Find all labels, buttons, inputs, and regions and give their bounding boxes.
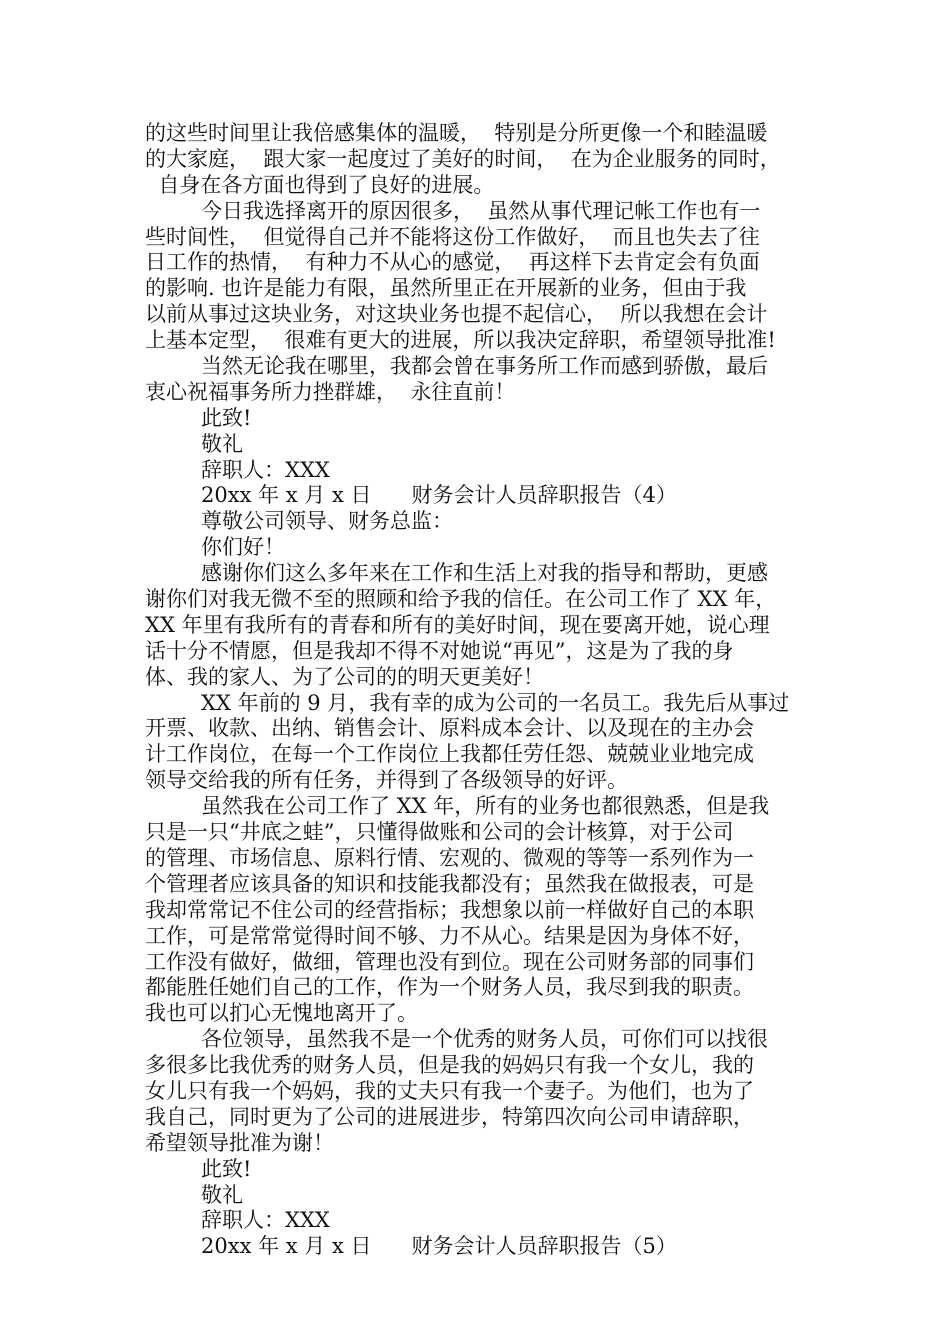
text-line: 日工作的热情， 有种力不从心的感觉， 再这样下去肯定会有负面 (145, 250, 760, 275)
text-line: 我自己，同时更为了公司的进展进步，特第四次向公司申请辞职， (145, 1104, 754, 1129)
text-line: 工作没有做好，做细，管理也没有到位。现在公司财务部的同事们 (145, 949, 754, 974)
text-line: 敬礼 (201, 431, 243, 456)
text-line: 辞职人：XXX (201, 457, 330, 482)
text-line: 只是一只“井底之蛙”，只懂得做账和公司的会计核算，对于公司 (145, 820, 734, 845)
text-line: 希望领导批准为谢！ (145, 1130, 334, 1155)
text-line: 自身在各方面也得到了良好的进展。 (145, 172, 495, 197)
text-line: 谢你们对我无微不至的照顾和给予我的信任。在公司工作了 XX 年， (145, 587, 777, 612)
text-line: 敬礼 (201, 1182, 243, 1207)
text-line: 话十分不情愿，但是我却不得不对她说“再见”，这是为了我的身 (145, 638, 734, 663)
text-line: 的影响. 也许是能力有限，虽然所里正在开展新的业务，但由于我 (145, 276, 747, 301)
text-line: 的大家庭， 跟大家一起度过了美好的时间， 在为企业服务的同时， (145, 146, 781, 171)
text-line: XX 年里有我所有的青春和所有的美好时间，现在要离开她，说心理 (145, 612, 770, 637)
text-line: 衷心祝福事务所力挫群雄， 永往直前！ (145, 379, 516, 404)
text-line: 各位领导，虽然我不是一个优秀的财务人员，可你们可以找很 (201, 1027, 768, 1052)
text-line: 尊敬公司领导、财务总监： (201, 509, 453, 534)
text-line: 上基本定型， 很难有更大的进展，所以我决定辞职，希望领导批准! (145, 328, 776, 353)
text-line: 工作，可是常常觉得时间不够、力不从心。结果是因为身体不好， (145, 923, 754, 948)
text-line: 开票、收款、出纳、销售会计、原料成本会计、以及现在的主办会 (145, 716, 754, 741)
text-line: 领导交给我的所有任务，并得到了各级领导的好评。 (145, 768, 628, 793)
text-line: 当然无论我在哪里，我都会曾在事务所工作而感到骄傲，最后 (201, 354, 768, 379)
text-line: 今日我选择离开的原因很多， 虽然从事代理记帐工作也有一 (201, 198, 761, 223)
text-line: 此致! (201, 1156, 252, 1181)
text-line: 我却常常记不住公司的经营指标；我想象以前一样做好自己的本职 (145, 897, 754, 922)
text-line: 以前从事过这块业务，对这块业务也提不起信心， 所以我想在会计 (145, 302, 768, 327)
text-line: 的这些时间里让我倍感集体的温暖， 特别是分所更像一个和睦温暖 (145, 121, 768, 145)
text-line: 20xx 年 x 月 x 日 财务会计人员辞职报告（5） (201, 1234, 677, 1259)
text-line: 女儿只有我一个妈妈，我的丈夫只有我一个妻子。为他们，也为了 (145, 1078, 754, 1103)
text-line: 我也可以扪心无愧地离开了。 (145, 1001, 418, 1026)
text-line: 都能胜任她们自己的工作，作为一个财务人员，我尽到我的职责。 (145, 975, 754, 1000)
text-line: 体、我的家人、为了公司的的明天更美好！ (145, 664, 544, 689)
text-line: 你们好！ (201, 535, 285, 560)
text-line: 个管理者应该具备的知识和技能我都没有；虽然我在做报表，可是 (145, 871, 754, 896)
text-line: 此致! (201, 405, 252, 430)
text-line: 的管理、市场信息、原料行情、宏观的、微观的等等一系列作为一 (145, 845, 754, 870)
text-line: 20xx 年 x 月 x 日 财务会计人员辞职报告（4） (201, 483, 677, 508)
text-line: 感谢你们这么多年来在工作和生活上对我的指导和帮助，更感 (201, 561, 768, 586)
text-line: 些时间性， 但觉得自己并不能将这份工作做好， 而且也失去了往 (145, 224, 760, 249)
document-body (145, 121, 815, 1260)
text-line: 多很多比我优秀的财务人员，但是我的妈妈只有我一个女儿，我的 (145, 1053, 754, 1078)
text-line: XX 年前的 9 月，我有幸的成为公司的一名员工。我先后从事过 (201, 690, 790, 715)
text-line: 虽然我在公司工作了 XX 年，所有的业务也都很熟悉，但是我 (201, 794, 770, 819)
text-line: 辞职人：XXX (201, 1208, 330, 1233)
text-line: 计工作岗位，在每一个工作岗位上我都任劳任怨、兢兢业业地完成 (145, 742, 754, 767)
